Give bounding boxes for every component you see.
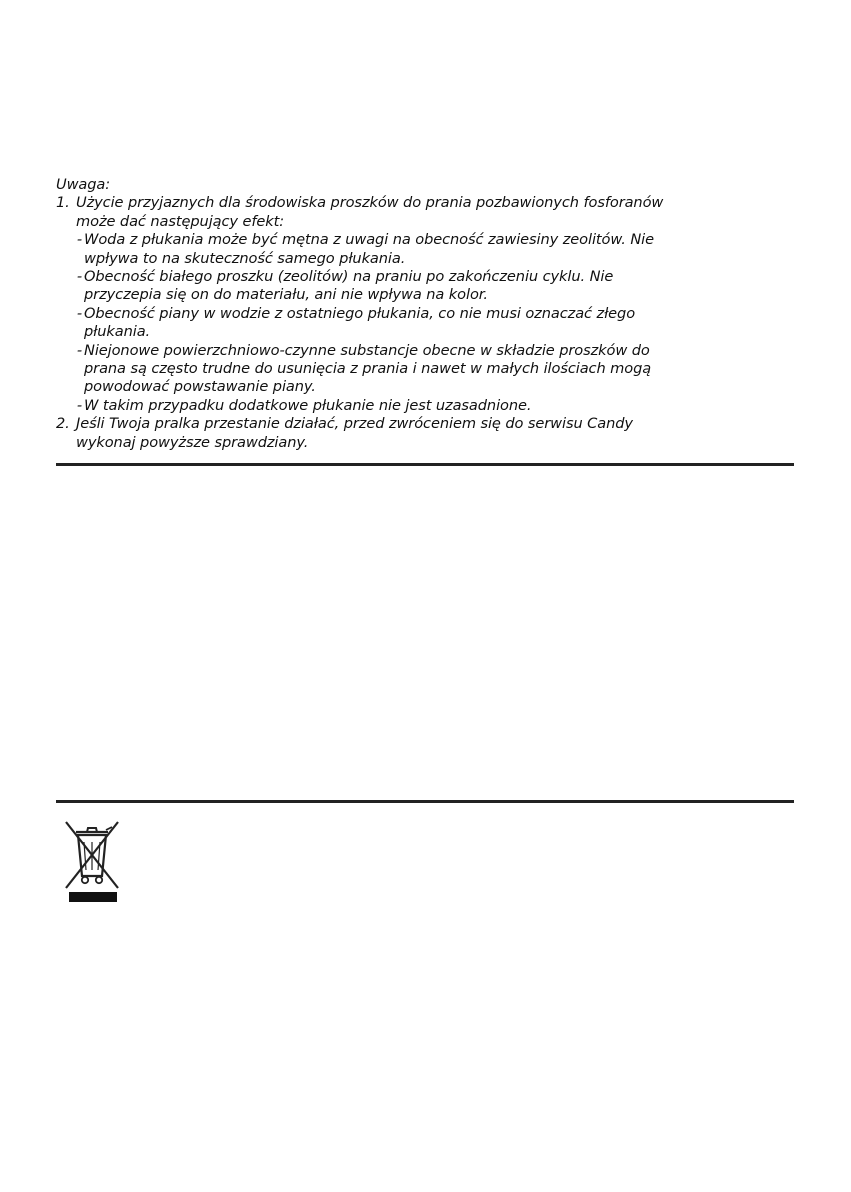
dash-marker xyxy=(56,268,84,286)
weee-icon xyxy=(62,818,124,904)
divider-bottom xyxy=(56,800,794,803)
note-item-text: Jeśli Twoja pralka przestanie działać, przed zwróceniem się do serwisu Candy xyxy=(76,415,633,433)
note-section xyxy=(56,176,801,452)
note-subitem xyxy=(56,305,801,342)
dash-marker xyxy=(56,342,84,360)
note-subitem-text: wpływa to na skuteczność samego płukania. xyxy=(84,249,406,267)
note-subitem-text: Woda z płukania może być mętna z uwagi na obecność zawiesiny zeolitów. Nie xyxy=(84,231,654,249)
note-subitem-text: Obecność piany w wodzie z ostatniego płukania, co nie musi oznaczać złego xyxy=(84,304,636,322)
dash-marker xyxy=(56,397,84,415)
note-subitem xyxy=(56,231,801,268)
note-subitem-text: prana są często trudne do usunięcia z prania i nawet w małych ilościach mogą xyxy=(84,360,652,378)
note-item-text: może dać następujący efekt: xyxy=(76,212,285,230)
note-heading: Uwaga: xyxy=(56,176,111,193)
note-subitem-text: przyczepia się on do materiału, ani nie wpływa na kolor. xyxy=(84,286,488,304)
note-subitem xyxy=(56,397,801,415)
note-item-1 xyxy=(56,194,801,415)
note-subitem xyxy=(56,268,801,305)
note-item-number: 2. xyxy=(56,415,70,433)
note-subitem-text: Niejonowe powierzchniowo-czynne substancje obecne w składzie proszków do xyxy=(84,341,650,359)
divider-top xyxy=(56,463,794,466)
note-item-text: wykonaj powyższe sprawdziany. xyxy=(76,433,309,451)
note-subitem-text: powodować powstawanie piany. xyxy=(84,378,316,396)
note-subitem xyxy=(56,342,801,397)
dash-marker xyxy=(56,231,84,249)
note-item-2 xyxy=(56,415,801,452)
note-item-text: Użycie przyjaznych dla środowiska proszków do prania pozbawionych fosforanów xyxy=(76,194,664,212)
note-item-number: 1. xyxy=(56,194,70,212)
note-subitem-text: Obecność białego proszku (zeolitów) na praniu po zakończeniu cyklu. Nie xyxy=(84,268,614,286)
dash-marker xyxy=(56,305,84,323)
note-subitem-text: płukania. xyxy=(84,323,151,341)
note-subitem-text: W takim przypadku dodatkowe płukanie nie jest uzasadnione. xyxy=(84,396,532,414)
